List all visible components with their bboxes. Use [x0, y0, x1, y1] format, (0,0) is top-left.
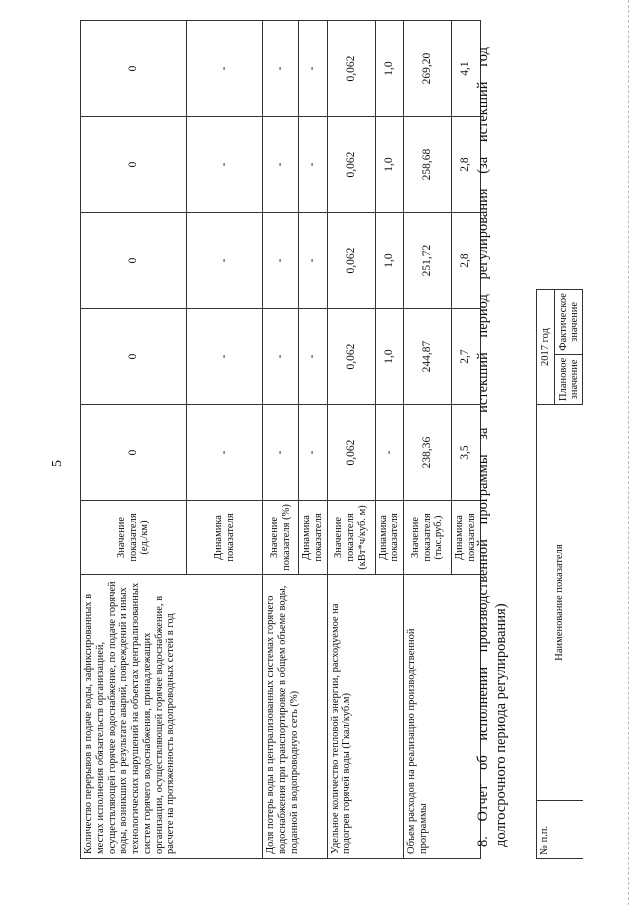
column-header-year: 2017 год — [537, 290, 555, 405]
value-cell: - — [263, 405, 299, 501]
value-cell: 0,062 — [327, 309, 375, 405]
value-cell: - — [187, 309, 263, 405]
column-header-planned: Плановое значение — [555, 354, 583, 404]
value-cell: 0 — [81, 309, 187, 405]
page-edge-line — [628, 0, 629, 905]
value-cell: - — [187, 213, 263, 309]
value-cell: 4,1 — [452, 21, 481, 117]
value-cell: 0 — [81, 21, 187, 117]
value-cell: - — [187, 21, 263, 117]
value-cell: 1,0 — [375, 21, 404, 117]
value-cell: 269,20 — [404, 21, 452, 117]
unit-cell: Динамика показателя — [375, 501, 404, 575]
column-header-actual: Фактическое значение — [555, 290, 583, 355]
value-cell: 2,8 — [452, 213, 481, 309]
value-cell: - — [299, 117, 328, 213]
value-cell: - — [299, 21, 328, 117]
value-cell: - — [263, 21, 299, 117]
value-cell: - — [299, 309, 328, 405]
value-cell: - — [299, 213, 328, 309]
table-row — [263, 21, 299, 859]
value-cell: 238,36 — [404, 405, 452, 501]
value-cell: 258,68 — [404, 117, 452, 213]
indicators-table — [80, 20, 481, 859]
value-cell: - — [263, 117, 299, 213]
value-cell: - — [299, 405, 328, 501]
value-cell: 0,062 — [327, 21, 375, 117]
page-number: 5 — [50, 460, 65, 467]
value-cell: 251,72 — [404, 213, 452, 309]
value-cell: 3,5 — [452, 405, 481, 501]
table-row — [537, 290, 555, 859]
indicator-name: Удельное количество тепловой энергии, расходуемое на подогрев горячей воды (Гкал/куб.м) — [327, 575, 404, 859]
column-header-number: № п.п. — [537, 801, 583, 859]
unit-cell: Динамика показателя — [299, 501, 328, 575]
section-8-heading — [474, 47, 510, 847]
section-8-title-line1: 8. Отчет об исполнении производственной программы за истекший период регулирования (за истекший год — [475, 47, 491, 847]
table-row — [327, 21, 375, 859]
unit-cell: Значение показателя (кВт*ч/куб. м) — [327, 501, 375, 575]
value-cell: 1,0 — [375, 309, 404, 405]
value-cell: - — [375, 405, 404, 501]
value-cell: 244,87 — [404, 309, 452, 405]
value-cell: 0 — [81, 213, 187, 309]
unit-cell: Значение показателя (ед./км) — [81, 501, 187, 575]
value-cell: - — [263, 309, 299, 405]
value-cell: 2,8 — [452, 117, 481, 213]
table-row — [404, 21, 452, 859]
column-header-name: Наименование показателя — [537, 405, 583, 801]
indicator-name: Количество перерывов в подаче воды, зафиксированных в местах исполнения обязательств организацией, осуществляющей горячее водоснабжение, по подаче горячей воды, возникших в результате аварий, повреждений и иных технологических нарушений на объектах централизованных систем горячего водоснабжения, принадлежащих организации, осуществляющей горячее водоснабжение, в расчете на протяженность водопроводных сетей в год — [81, 575, 263, 859]
value-cell: - — [187, 117, 263, 213]
value-cell: 0,062 — [327, 117, 375, 213]
unit-cell: Динамика показателя — [187, 501, 263, 575]
table-row — [81, 21, 187, 859]
value-cell: 1,0 — [375, 213, 404, 309]
unit-cell: Динамика показателя — [452, 501, 481, 575]
value-cell: 0,062 — [327, 405, 375, 501]
section-8-title-line2: долгосрочного периода регулирования) — [493, 603, 510, 847]
value-cell: 0 — [81, 117, 187, 213]
unit-cell: Значение показателя (%) — [263, 501, 299, 575]
indicator-name: Объем расходов на реализацию производственной программы — [404, 575, 481, 859]
value-cell: 2,7 — [452, 309, 481, 405]
section-8-table — [536, 289, 583, 859]
value-cell: - — [263, 213, 299, 309]
unit-cell: Значение показателя (тыс.руб.) — [404, 501, 452, 575]
value-cell: 0,062 — [327, 213, 375, 309]
indicator-name: Доля потерь воды в централизованных системах горячего водоснабжения при транспортировке в общем объеме воды, поданной в водопроводную сеть (%) — [263, 575, 328, 859]
value-cell: - — [187, 405, 263, 501]
value-cell: 0 — [81, 405, 187, 501]
value-cell: 1,0 — [375, 117, 404, 213]
